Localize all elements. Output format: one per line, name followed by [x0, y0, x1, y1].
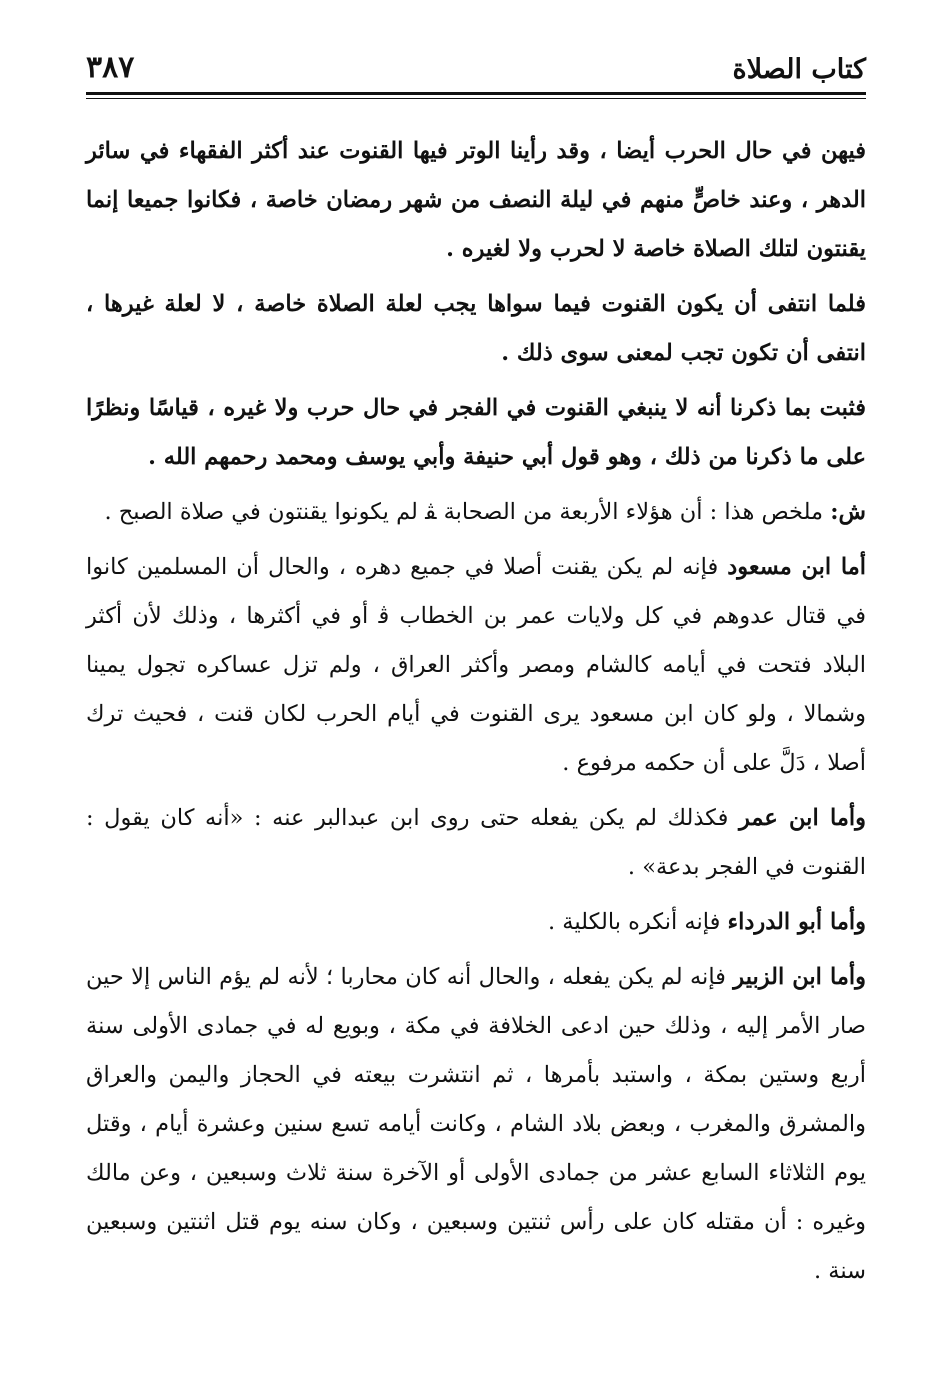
- paragraph-lead: وأما أبو الدرداء: [727, 909, 866, 935]
- book-page: [86, 40, 866, 1302]
- paragraph-text: ملخص هذا : أن هؤلاء الأربعة من الصحابة ﭭ لم يكونوا يقنتون في صلاة الصبح .: [104, 499, 831, 525]
- header-rule-thin: [86, 98, 866, 99]
- paragraph-7: [86, 898, 866, 947]
- paragraph-text: فإنه لم يكن يقنت أصلا في جميع دهره ، والحال أن المسلمين كانوا في قتال عدوهم في كل ولايات عمر بن الخطاب ﭬ أو في أكثرها ، وذلك لأن أكثر البلاد فتحت في أيامه كالشام ومصر وأكثر العراق ، ولم تزل عساكره تجول يمينا وشمالا ، ولو كان ابن مسعود يرى القنوت في أيام الحرب لكان قنت ، فحيث ترك أصلا ، دَلَّ على أن حكمه مرفوع .: [86, 554, 866, 776]
- paragraph-text: فكذلك لم يكن يفعله حتى روى ابن عبدالبر عنه : «أنه كان يقول : القنوت في الفجر بدعة» .: [86, 805, 866, 880]
- page-number: ٣٨٧: [86, 50, 135, 85]
- paragraph-5: [86, 543, 866, 788]
- paragraph-text: فإنه أنكره بالكلية .: [547, 909, 728, 935]
- paragraph-1: [86, 127, 866, 274]
- paragraph-text: فلما انتفى أن يكون القنوت فيما سواها يجب لعلة الصلاة خاصة ، لا لعلة غيرها ، انتفى أن تكون تجب لمعنى سوى ذلك .: [86, 291, 866, 366]
- paragraph-8: [86, 953, 866, 1296]
- body-text: [86, 127, 866, 1296]
- page-header: [86, 40, 866, 86]
- paragraph-lead: وأما ابن عمر: [738, 805, 866, 831]
- paragraph-lead: وأما ابن الزبير: [733, 964, 866, 990]
- paragraph-lead: أما ابن مسعود: [727, 554, 866, 580]
- paragraph-2: [86, 280, 866, 378]
- paragraph-text: فإنه لم يكن يفعله ، والحال أنه كان محاربا ؛ لأنه لم يؤم الناس إلا حين صار الأمر إليه ، وذلك حين ادعى الخلافة في مكة ، وبويع له في جمادى الأولى سنة أربع وستين بمكة ، واستبد بأمرها ، ثم انتشرت بيعته في الحجاز واليمن والعراق والمشرق والمغرب ، وبعض بلاد الشام ، وكانت أيامه تسع سنين وعشرة أيام ، وقتل يوم الثلاثاء السابع عشر من جمادى الأولى أو الآخرة سنة ثلاث وسبعين ، وعن مالك وغيره : أن مقتله كان على رأس ثنتين وسبعين ، وكان سنه يوم قتل اثنتين وسبعين سنة .: [86, 964, 866, 1284]
- paragraph-6: [86, 794, 866, 892]
- paragraph-3: [86, 384, 866, 482]
- header-rule-thick: [86, 92, 866, 95]
- paragraph-text: فيهن في حال الحرب أيضا ، وقد رأينا الوتر فيها القنوت عند أكثر الفقهاء في سائر الدهر ، وعند خاصٍّ منهم في ليلة النصف من شهر رمضان خاصة ، فكانوا جميعا إنما يقنتون لتلك الصلاة خاصة لا لحرب ولا لغيره .: [86, 138, 866, 262]
- paragraph-lead: ش:: [830, 499, 866, 525]
- paragraph-text: فثبت بما ذكرنا أنه لا ينبغي القنوت في الفجر في حال حرب ولا غيره ، قياسًا ونظرًا على ما ذكرنا من ذلك ، وهو قول أبي حنيفة وأبي يوسف ومحمد رحمهم الله .: [86, 395, 866, 470]
- paragraph-4: [86, 488, 866, 537]
- book-title: كتاب الصلاة: [732, 54, 866, 85]
